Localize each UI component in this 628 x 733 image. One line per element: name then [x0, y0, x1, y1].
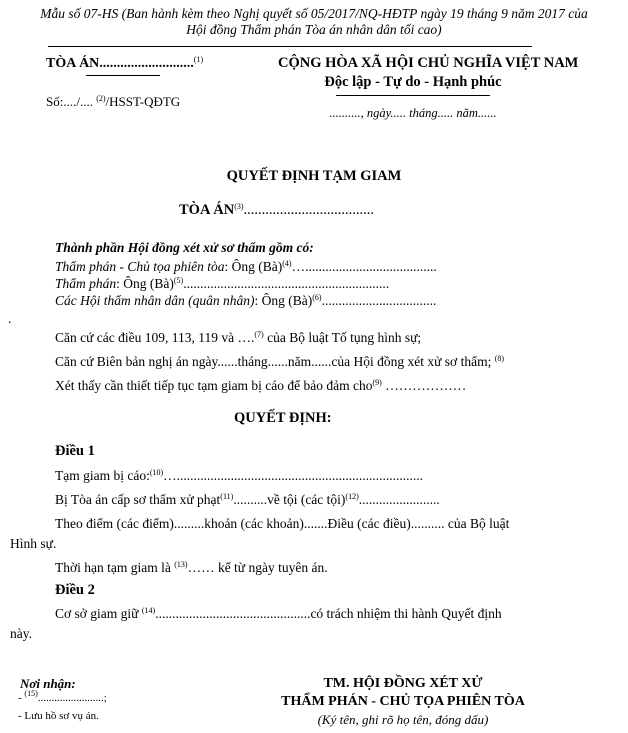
court-line-label: TÒA ÁN [179, 202, 235, 218]
a1-l1-dots: …......................................................................... [163, 468, 424, 483]
judge-chair-value: : Ông (Bà) [224, 259, 283, 274]
jurors-dots: .................................. [321, 293, 437, 308]
a1-l2-mid: ..........về tội (các tội) [233, 492, 346, 507]
judge-note: (5) [173, 276, 184, 285]
basis-3-post: ……………… [381, 378, 467, 393]
number-prefix: Số:..../.... [46, 94, 97, 109]
judge-dots: ............................................................. [183, 276, 390, 291]
basis-3-pre: Xét thấy cần thiết tiếp tục tạm giam bị cáo để bảo đảm cho [55, 378, 373, 393]
court-underline [86, 75, 160, 76]
court-note: (1) [193, 55, 204, 64]
judge-chair-label: Thẩm phán - Chủ tọa phiên tòa [55, 259, 225, 274]
header-divider [48, 46, 532, 47]
motto-underline [336, 95, 490, 96]
a1-l4-post: …… kể từ ngày tuyên án. [187, 560, 328, 575]
document-title: QUYẾT ĐỊNH TẠM GIAM [226, 168, 402, 184]
basis-1-post: của Bộ luật Tố tụng hình sự; [263, 330, 422, 345]
judge-chair-note: (4) [282, 259, 292, 268]
panel-judge [55, 276, 389, 292]
basis-line-1 [55, 330, 421, 346]
recipient-1-note: (15) [24, 689, 38, 698]
recipients-label: Nơi nhận: [20, 676, 76, 691]
article-1-line-2 [55, 492, 440, 508]
basis-2-note: (8) [494, 354, 505, 363]
a2-l1-post: ..............................................có trách nhiệm thi hành Quyết định [155, 606, 502, 621]
number-suffix: /HSST-QĐTG [105, 94, 181, 109]
court-dots: ........................... [99, 56, 194, 71]
a1-l1-note: (10) [149, 468, 164, 477]
court-line-note: (3) [234, 202, 244, 211]
jurors-value: : Ông (Bà) [254, 293, 313, 308]
basis-1-pre: Căn cứ các điều 109, 113, 119 và …. [55, 330, 255, 345]
decision-heading: QUYẾT ĐỊNH: [234, 410, 332, 426]
basis-1-note: (7) [254, 330, 264, 339]
a1-l2-note: (11) [220, 492, 234, 501]
a1-l2-dots: ........................ [358, 492, 440, 507]
decision-number [46, 94, 180, 110]
a1-l4-pre: Thời hạn tạm giam là [55, 560, 175, 575]
signature-role: THẨM PHÁN - CHỦ TỌA PHIÊN TÒA [281, 694, 525, 709]
a2-l1-note: (14) [141, 606, 156, 615]
jurors-label: Các Hội thẩm nhân dân (quân nhân) [55, 293, 255, 308]
article-1-line-3: Theo điểm (các điểm).........khoản (các khoản).......Điều (các điều).......... của Bộ luật [55, 516, 510, 531]
article-2-heading: Điều 2 [55, 582, 95, 598]
stray-dot: . [8, 311, 12, 326]
basis-line-2 [55, 354, 504, 370]
panel-heading: Thành phần Hội đồng xét xử sơ thẩm gồm có: [55, 240, 314, 255]
number-note: (2) [96, 94, 106, 103]
nation-motto: Độc lập - Tự do - Hạnh phúc [324, 74, 502, 90]
form-note-line-1: Mẫu số 07-HS (Ban hành kèm theo Nghị quyết số 05/2017/NQ-HĐTP ngày 19 tháng 9 năm 2017 của [40, 6, 588, 21]
court-line [179, 202, 374, 219]
a1-l1-pre: Tạm giam bị cáo: [55, 468, 150, 483]
a2-l1-pre: Cơ sở giam giữ [55, 606, 142, 621]
court-line-dots: .................................... [243, 202, 375, 218]
recipient-1-dots: ........................; [37, 692, 107, 704]
date-line: .........., ngày..... tháng..... năm...... [329, 106, 497, 120]
judge-label: Thẩm phán [55, 276, 117, 291]
article-1-heading: Điều 1 [55, 443, 95, 459]
judge-chair-dots: …....................................... [291, 259, 437, 274]
national-header [278, 54, 579, 92]
signature-note: (Ký tên, ghi rõ họ tên, đóng dấu) [317, 712, 489, 727]
article-2-line-1 [55, 606, 502, 622]
basis-line-3 [55, 378, 466, 394]
basis-2-pre: Căn cứ Biên bản nghị án ngày......tháng......năm......của Hội đồng xét xử sơ thẩm; [55, 354, 495, 369]
nation-name: CỘNG HÒA XÃ HỘI CHỦ NGHĨA VIỆT NAM [278, 55, 579, 71]
judge-value: : Ông (Bà) [116, 276, 174, 291]
court-header [46, 56, 203, 72]
signature-title: TM. HỘI ĐỒNG XÉT XỬ [323, 676, 483, 691]
recipient-1 [18, 689, 107, 704]
a1-l2-note2: (12) [345, 492, 359, 501]
recipient-2: - Lưu hồ sơ vụ án. [18, 710, 99, 722]
a1-l2-pre: Bị Tòa án cấp sơ thẩm xử phạt [55, 492, 221, 507]
article-1-line-4 [55, 560, 328, 576]
basis-3-note: (9) [372, 378, 382, 387]
panel-jurors [55, 293, 436, 309]
jurors-note: (6) [312, 293, 322, 302]
panel-judge-chair [55, 259, 437, 275]
court-label: TÒA ÁN [46, 56, 100, 71]
a1-l4-note: (13) [174, 560, 188, 569]
form-note-line-2: Hội đồng Thẩm phán Tòa án nhân dân tối cao) [186, 22, 442, 37]
article-1-line-1 [55, 468, 423, 484]
article-1-line-3-cont: Hình sự. [10, 536, 57, 551]
recipient-1-pre: - [18, 692, 25, 704]
form-note [0, 6, 628, 38]
article-2-line-1-cont: này. [10, 626, 32, 641]
